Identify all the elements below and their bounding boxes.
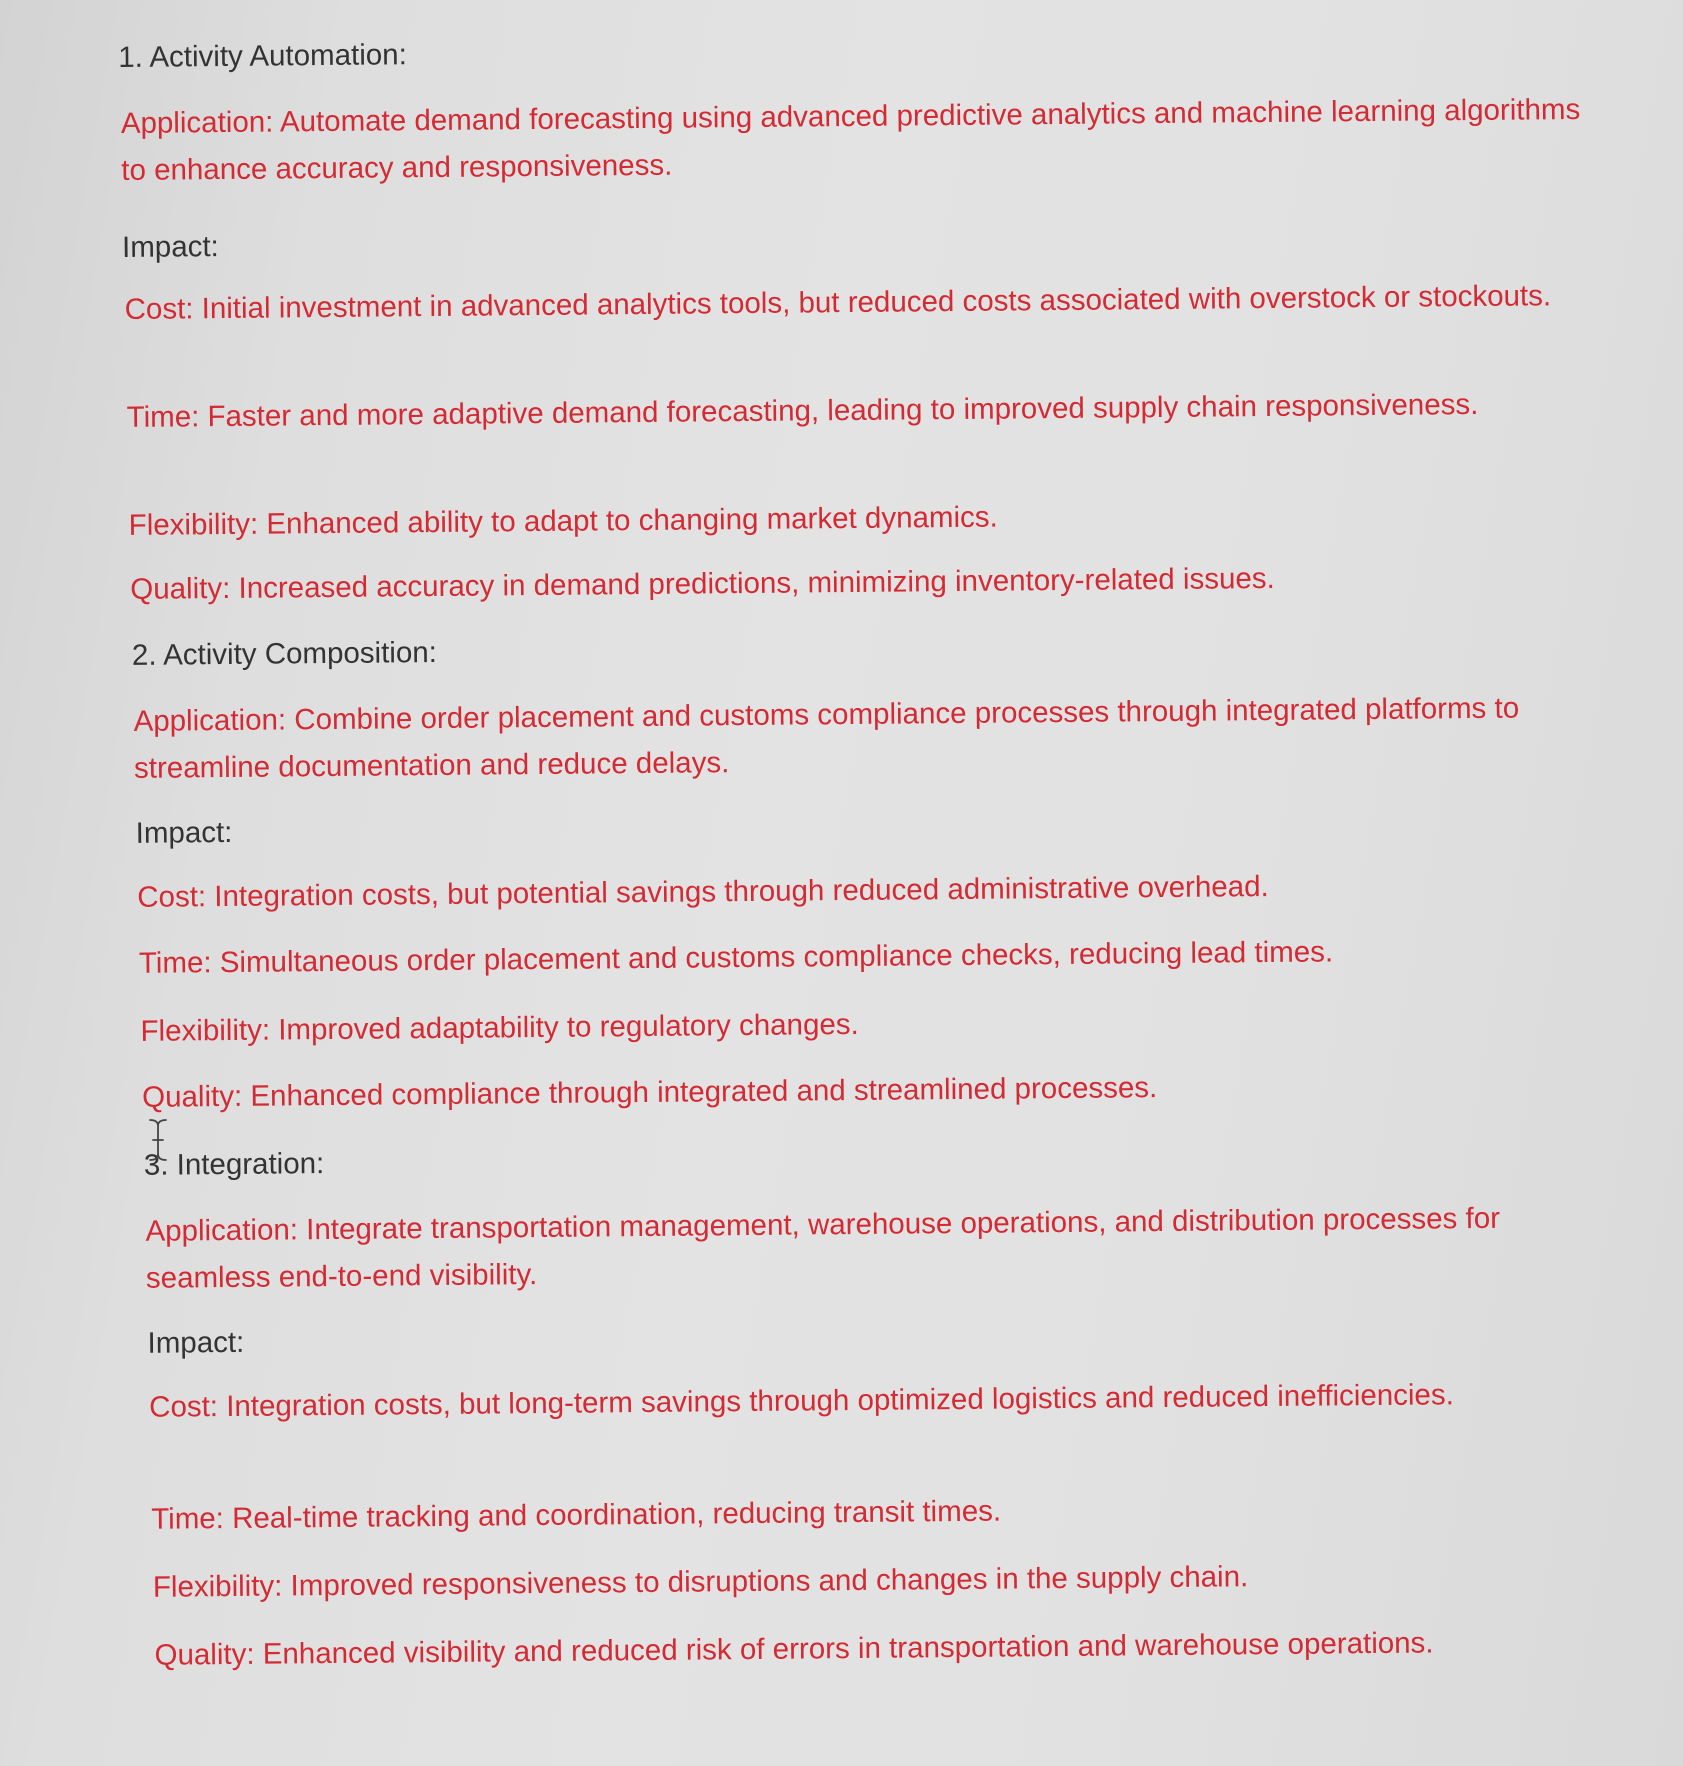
section-1-flexibility: Flexibility: Enhanced ability to adapt to changing market dynamics. bbox=[128, 500, 998, 542]
section-1-impact-label: Impact: bbox=[121, 230, 219, 264]
text-cursor-icon bbox=[146, 1118, 170, 1162]
section-2-quality: Quality: Enhanced compliance through integrated and streamlined processes. bbox=[142, 1071, 1158, 1114]
document-page bbox=[118, 19, 1638, 1672]
section-1-time: Time: Faster and more adaptive demand forecasting, leading to improved supply chain responsiveness. bbox=[126, 387, 1479, 434]
section-1-quality: Quality: Increased accuracy in demand predictions, minimizing inventory-related issues. bbox=[130, 561, 1275, 606]
section-3-cost: Cost: Integration costs, but long-term savings through optimized logistics and reduced inefficiencies. bbox=[149, 1378, 1454, 1424]
section-3-flexibility: Flexibility: Improved responsiveness to disruptions and changes in the supply chain. bbox=[152, 1560, 1249, 1604]
section-1-cost: Cost: Initial investment in advanced analytics tools, but reduced costs associated with overstock or stockouts. bbox=[124, 279, 1552, 326]
section-3-quality: Quality: Enhanced visibility and reduced risk of errors in transportation and warehouse operations. bbox=[154, 1626, 1434, 1672]
section-2-cost: Cost: Integration costs, but potential savings through reduced administrative overhead. bbox=[137, 869, 1269, 914]
section-2-application: Application: Combine order placement and customs compliance processes through integrated platforms to streamline documentation and reduce delays. bbox=[133, 691, 1520, 785]
section-1-application: Application: Automate demand forecasting using advanced predictive analytics and machine learning algorithms to enhance accuracy and responsiveness. bbox=[120, 92, 1581, 187]
section-3-heading: 3. Integration: bbox=[143, 1147, 325, 1182]
section-1-heading: 1. Activity Automation: bbox=[118, 38, 407, 74]
section-3-impact-label: Impact: bbox=[147, 1325, 245, 1360]
section-3-time: Time: Real-time tracking and coordination, reducing transit times. bbox=[151, 1494, 1002, 1536]
section-3-application: Application: Integrate transportation management, warehouse operations, and distribution processes for seamless end-to-end visibility. bbox=[145, 1201, 1501, 1295]
section-2-impact-label: Impact: bbox=[135, 815, 233, 850]
section-2-time: Time: Simultaneous order placement and customs compliance checks, reducing lead times. bbox=[138, 935, 1334, 980]
section-2-flexibility: Flexibility: Improved adaptability to regulatory changes. bbox=[140, 1007, 859, 1048]
section-2-heading: 2. Activity Composition: bbox=[131, 635, 438, 672]
